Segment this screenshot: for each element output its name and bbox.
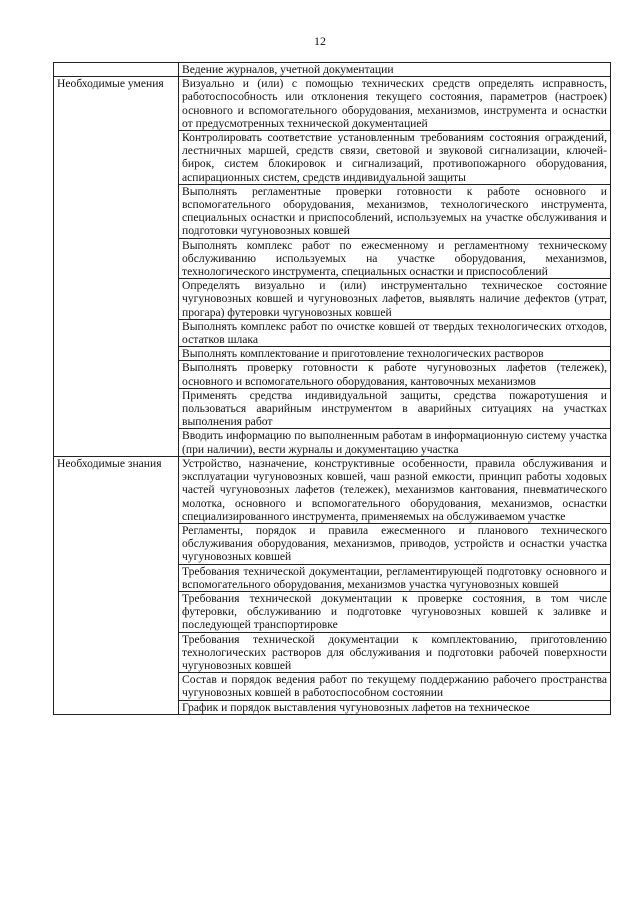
row-text: Требования технической документации, регламентирующей подготовку основного и вспомогательного оборудования, механизмов участка чугуновозных ковшей <box>179 564 611 591</box>
row-text: Выполнять регламентные проверки готовности к работе основного и вспомогательного оборудования, механизмов, технологического инструмента, специальных оснастки и приспособлений, используемых на участке обслуживания и подготовки чугуновозных ковшей <box>179 184 611 238</box>
row-text: Определять визуально и (или) инструментально техническое состояние чугуновозных ковшей и чугуновозных лафетов, выявлять наличие дефектов (утрат, прогара) футеровки чугуновозных ковшей <box>179 279 611 320</box>
row-text: Контролировать соответствие установленным требованиям состояния ограждений, лестничных маршей, средств связи, световой и звуковой сигнализации, ключей-бирок, систем блокировок и сигнализаций, противопожарного оборудования, аспирационных систем, средств индивидуальной защиты <box>179 131 611 185</box>
table-row <box>54 77 611 131</box>
row-text: Требования технической документации к проверке состояния, в том числе футеровки, обслуживанию и подготовке чугуновозных ковшей к заливке и последующей транспортировке <box>179 591 611 632</box>
row-text: Состав и порядок ведения работ по текущему поддержанию рабочего пространства чугуновозных ковшей в работоспособном состоянии <box>179 673 611 700</box>
row-text: Регламенты, порядок и правила ежесменного и планового технического обслуживания оборудования, механизмов, приводов, устройств и оснастки участка чугуновозных ковшей <box>179 523 611 564</box>
row-text: Ведение журналов, учетной документации <box>179 63 611 77</box>
row-text: Применять средства индивидуальной защиты, средства пожаротушения и пользоваться аварийным инструментом в аварийных ситуациях на участках выполнения работ <box>179 388 611 429</box>
table-row <box>54 63 611 77</box>
row-text: Устройство, назначение, конструктивные особенности, правила обслуживания и эксплуатации чугуновозных ковшей, чаш разной емкости, принцип работы ходовых частей чугуновозных лафетов (тележек), механизмов кантования, пневматического молотка, основного и вспомогательного оборудования, механизмов, оснастки специализированного инструмента, применяемых на обслуживаемом участке <box>179 456 611 523</box>
row-text: Выполнять комплекс работ по ежесменному и регламентному техническому обслуживанию используемых на участке оборудования, механизмов, технологического инструмента, специальных оснастки и приспособлений <box>179 238 611 279</box>
row-label <box>54 63 179 77</box>
row-text: Требования технической документации к комплектованию, приготовлению технологических растворов для обслуживания и подготовки рабочей поверхности чугуновозных ковшей <box>179 632 611 673</box>
row-text: Вводить информацию по выполненным работам в информационную систему участка (при наличии), вести журналы и документацию участка <box>179 429 611 456</box>
row-text: График и порядок выставления чугуновозных лафетов на техническое <box>179 700 611 714</box>
row-text: Визуально и (или) с помощью технических средств определять исправность, работоспособность или отклонения текущего состояния, параметров (настроек) основного и вспомогательного оборудования, механизмов, инструмента и оснастки от предусмотренных технической документацией <box>179 77 611 131</box>
requirements-table <box>53 62 611 715</box>
row-text: Выполнять проверку готовности к работе чугуновозных лафетов (тележек), основного и вспомогательного оборудования, кантовочных механизмов <box>179 361 611 388</box>
row-text: Выполнять комплекс работ по очистке ковшей от твердых технологических отходов, остатков шлака <box>179 319 611 346</box>
section-label-knowledge: Необходимые знания <box>54 456 179 714</box>
section-label-skills: Необходимые умения <box>54 77 179 457</box>
row-text: Выполнять комплектование и приготовление технологических растворов <box>179 347 611 361</box>
table-row <box>54 456 611 523</box>
page-number: 12 <box>314 34 326 48</box>
